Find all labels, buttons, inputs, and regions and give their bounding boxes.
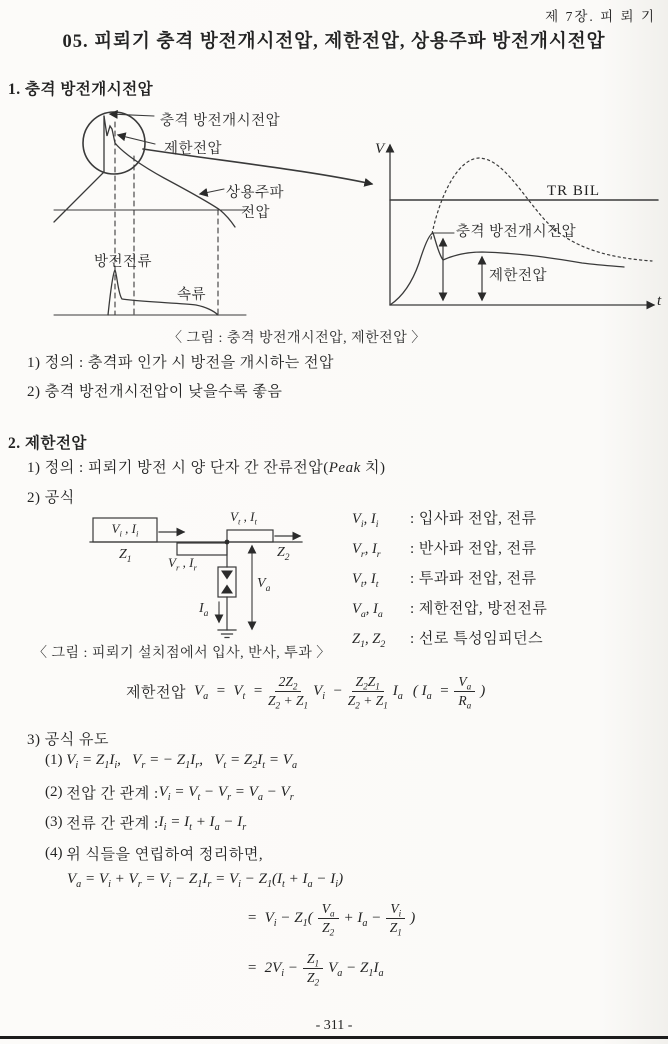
line2-mid: + $I_a$ − xyxy=(343,909,382,929)
formula-paren-open: ( $I_a$ = xyxy=(412,682,450,702)
tr-bil-label: TR BIL xyxy=(547,183,601,199)
derivation-eq3 xyxy=(45,812,246,833)
transmitted-pulse-box xyxy=(227,530,273,542)
pf-pointer-arrow xyxy=(200,189,224,194)
label-discharge-current: 방전전류 xyxy=(94,254,153,270)
symbol-legend xyxy=(352,507,547,657)
v-axis-label: V xyxy=(375,141,385,157)
derivation-eq4 xyxy=(45,843,263,864)
fraction: $\frac{V_a}{Z_2}$ xyxy=(318,901,339,935)
section2-item1 xyxy=(27,456,385,477)
circuit-label-ia: $I_a$ xyxy=(199,601,209,619)
section1-item1: 1) 정의 : 충격파 인가 시 방전을 개시하는 전압 xyxy=(27,355,334,371)
legend-sym: $V_i$, $I_i$ xyxy=(352,511,379,530)
fraction: $\frac{V_i}{Z_1}$ xyxy=(386,901,405,935)
derivation-line2 xyxy=(247,896,415,940)
formula-paren-close: ) xyxy=(480,682,486,699)
legend-row xyxy=(352,597,547,627)
formula-label: 제한전압 xyxy=(126,684,186,701)
label-impulse-voltage-right: 충격 방전개시전압 xyxy=(456,224,577,240)
eq1-math: $V_i = Z_1I_i$, $V_r$ = − $Z_1I_r$, $V_t = Z_2I_t = V_a$ xyxy=(66,752,298,771)
arrester-gap-triangles xyxy=(221,571,233,594)
circuit-label-vi: $V_i$ , $I_i$ xyxy=(111,521,139,539)
legend-row xyxy=(352,567,547,597)
derivation-line1: $V_a = V_i + V_r = V_i - Z_1I_r = V_i - Z_1(I_t + I_a - I_i)$ xyxy=(67,871,344,890)
figure-arrester-waveforms xyxy=(52,98,392,326)
eq2-math: $V_i = V_t - V_r = V_a - V_r$ xyxy=(158,784,294,803)
fraction: $\frac{2Z_2}{Z_2 + Z_1}$ xyxy=(268,673,309,711)
label-impulse-voltage-left: 충격 방전개시전압 xyxy=(160,113,281,129)
eq2-korean: 전압 간 관계 : xyxy=(66,786,159,802)
item1-post: 치) xyxy=(360,460,386,476)
chapter-header: 제 7장. 피 뢰 기 xyxy=(545,9,656,24)
limit-voltage-formula xyxy=(126,668,485,714)
page-title: 05. 피뢰기 충격 방전개시전압, 제한전압, 상용주파 방전개시전압 xyxy=(62,32,606,52)
t-axis-label: t xyxy=(657,293,662,309)
figure1-caption: 〈 그림 : 충격 방전개시전압, 제한전압 〉 xyxy=(168,331,426,346)
eq-number: (2) xyxy=(45,784,63,800)
circuit-label-vt: $V_t$ , $I_t$ xyxy=(230,509,257,527)
legend-desc: : 선로 특성임피던스 xyxy=(410,631,544,647)
page-number: - 311 - xyxy=(315,1018,353,1033)
no-arrester-dotted-curve xyxy=(431,158,652,261)
reflected-pulse-box xyxy=(177,543,227,555)
eq-number: (4) xyxy=(45,845,63,861)
legend-row xyxy=(352,537,547,567)
legend-sym: $V_r$, $I_r$ xyxy=(352,541,381,560)
legend-row xyxy=(352,627,547,657)
circuit-label-z2: $Z_2$ xyxy=(277,545,290,563)
ground-symbol xyxy=(218,630,236,638)
section1-heading: 1. 충격 방전개시전압 xyxy=(8,81,154,98)
junction-dot xyxy=(225,540,230,545)
fraction: $\frac{Z_2Z_1}{Z_2 + Z_1}$ xyxy=(347,673,388,711)
eq-number: (1) xyxy=(45,752,63,768)
section1-item2: 2) 충격 방전개시전압이 낮을수록 좋음 xyxy=(27,384,283,400)
line2-post: ) xyxy=(410,909,416,926)
legend-desc: : 제한전압, 방전전류 xyxy=(410,601,548,617)
label-follow-current: 속류 xyxy=(177,287,207,303)
legend-sym: $V_t$, $I_t$ xyxy=(352,571,379,590)
eq4-korean: 위 식들을 연립하여 정리하면, xyxy=(66,847,264,863)
limit-pointer-arrow xyxy=(118,135,155,144)
line3-post: $V_a - Z_1I_a$ xyxy=(328,959,384,979)
fraction: $\frac{V_a}{R_a}$ xyxy=(454,674,475,708)
legend-desc: : 입사파 전압, 전류 xyxy=(410,511,537,527)
derivation-eq2 xyxy=(45,782,294,803)
label-limit-voltage-left: 제한전압 xyxy=(164,141,223,157)
legend-sym: $V_a$, $I_a$ xyxy=(352,601,383,620)
legend-desc: : 투과파 전압, 전류 xyxy=(410,571,537,587)
formula-mid1: $V_i$ − xyxy=(313,682,343,702)
section2-heading: 2. 제한전압 xyxy=(8,435,87,452)
label-power-frequency-2: 전압 xyxy=(241,205,271,221)
bottom-rule xyxy=(0,1036,668,1039)
section2-item3: 3) 공식 유도 xyxy=(27,732,109,748)
legend-sym: $Z_1$, $Z_2$ xyxy=(352,631,386,650)
circuit-label-vr: $V_r$ , $I_r$ xyxy=(168,555,197,573)
line3-pre: = $2V_i$ − xyxy=(247,959,299,979)
eq3-math: $I_i = I_t + I_a - I_r$ xyxy=(158,814,247,833)
formula-lhs: $V_a = V_t$ = xyxy=(193,682,263,702)
legend-desc: : 반사파 전압, 전류 xyxy=(410,541,537,557)
circuit-label-z1: $Z_1$ xyxy=(119,547,132,565)
derivation-eq1 xyxy=(45,752,297,769)
eq-number: (3) xyxy=(45,814,63,830)
figure2-caption: 〈 그림 : 피뢰기 설치점에서 입사, 반사, 투과 〉 xyxy=(33,646,331,661)
label-limit-voltage-right: 제한전압 xyxy=(489,268,548,284)
circuit-label-va: $V_a$ xyxy=(257,576,271,594)
magnifier-circle xyxy=(83,112,145,174)
line2-pre: = $V_i - Z_1$( xyxy=(247,909,313,929)
legend-row xyxy=(352,507,547,537)
impulse-pointer-arrow xyxy=(110,114,154,116)
eq3-korean: 전류 간 관계 : xyxy=(66,816,159,832)
fraction: $\frac{Z_1}{Z_2}$ xyxy=(303,951,323,985)
item1-pre: 1) 정의 : 피뢰기 방전 시 양 단자 간 잔류전압( xyxy=(27,460,329,476)
formula-mid2: $I_a$ xyxy=(392,682,403,702)
section2-item2: 2) 공식 xyxy=(27,490,75,506)
item1-peak-italic: Peak xyxy=(328,460,361,476)
label-power-frequency-1: 상용주파 xyxy=(226,185,285,201)
derivation-line3 xyxy=(247,946,384,990)
